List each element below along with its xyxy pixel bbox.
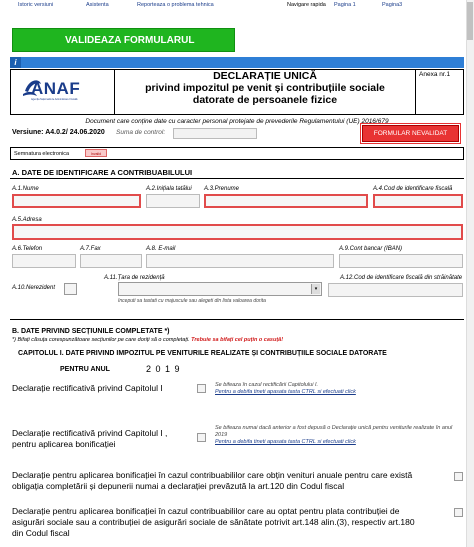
anexa-label: Anexa nr.1	[415, 69, 464, 115]
tara-hint: Inceputi sa tastati cu majuscule sau alegeti din lista valoarea dorita	[118, 298, 266, 304]
label-initiala: A.2.Inițiala tatălui	[146, 186, 192, 192]
title-line-1: DECLARAȚIE UNICĂ	[213, 70, 317, 82]
scrollbar-thumb[interactable]	[467, 2, 473, 40]
anaf-logo-text: ANAF	[31, 79, 81, 98]
nume-input[interactable]	[12, 194, 141, 208]
signature-label: Semnatura electronica	[14, 151, 70, 157]
label-cod-strainatate: A.12.Cod de identificare fiscală din străinătate	[340, 275, 463, 281]
rect-cap1-label: Declarație rectificativă privind Capitolul I	[12, 383, 163, 393]
suma-control-label: Suma de control:	[116, 129, 166, 136]
tara-rezidenta-select[interactable]	[118, 282, 322, 296]
rect-bonif-hint: Se bifeaza numai dacă anterior a fost depusă o Declarație unică pentru veniturile realizate în anul 2019 Pentru a debifa tineti apasata tasta CTRL si efectuati click	[215, 425, 453, 445]
email-input[interactable]	[146, 254, 334, 268]
rect-cap1-checkbox[interactable]	[197, 384, 206, 393]
navigare-rapida-label: Navigare rapida	[287, 2, 326, 8]
cif-input[interactable]	[373, 194, 463, 208]
anaf-logo	[11, 70, 115, 114]
label-nume: A.1.Nume	[12, 186, 39, 192]
adresa-input[interactable]	[12, 224, 463, 240]
gdpr-note: Document care conține date cu caracter personal protejate de prevederile Regulamentului (UE) 2016/679	[85, 118, 389, 125]
cont-input[interactable]	[339, 254, 463, 268]
versiune-label: Versiune: A4.0.2/ 24.06.2020	[12, 129, 105, 136]
section-b-note: *) Bifați căsuța corespunzătoare secțiunilor pe care doriți să o completați. Trebuie sa bifați cel puțin o casuță!	[12, 337, 284, 343]
link-pagina-1[interactable]: Pagina 1	[334, 2, 356, 8]
info-bar	[10, 57, 464, 68]
label-adresa: A.5.Adresa	[12, 217, 42, 223]
form-title	[115, 70, 415, 106]
label-fax: A.7.Fax	[80, 246, 101, 252]
telefon-input[interactable]	[12, 254, 76, 268]
anaf-logo-subtitle: Agenția Națională de Administrare Fiscală	[31, 98, 78, 101]
cod-strainatate-input[interactable]	[328, 283, 463, 297]
label-email: A.8. E-mail	[146, 246, 176, 252]
label-tara: A.11.Țara de rezidență	[104, 275, 165, 281]
divider	[10, 178, 464, 179]
bonif-art148-checkbox[interactable]	[454, 508, 463, 517]
section-b-required-note: Trebuie sa bifați cel puțin o casuță!	[191, 337, 284, 343]
label-prenume: A.3.Prenume	[204, 186, 240, 192]
prenume-input[interactable]	[204, 194, 368, 208]
rect-bonif-label: Declarație rectificativă privind Capitolul I , pentru aplicarea bonificației	[12, 428, 168, 449]
validate-form-button[interactable]: VALIDEAZA FORMULARUL	[12, 28, 235, 52]
signature-row	[10, 147, 464, 160]
label-telefon: A.6.Telefon	[12, 246, 43, 252]
section-b-title: B. DATE PRIVIND SECȚIUNILE COMPLETATE *)	[12, 328, 170, 335]
rect-cap1-hint: Se bifeaza în cazul rectificării Capitolului I. Pentru a debifa tineti apasata tasta CTRL si efectuati click	[215, 382, 356, 395]
chevron-down-icon[interactable]: ▾	[311, 284, 320, 294]
title-line-2: privind impozitul pe venit și contribuțiile sociale	[145, 82, 385, 94]
link-istoric-versiuni[interactable]: Istoric versiuni	[18, 2, 54, 8]
signature-status-badge[interactable]: Invalid	[85, 149, 107, 157]
year-value: 2 0 1 9	[146, 364, 181, 374]
link-pagina-3[interactable]: Pagina3	[382, 2, 403, 8]
nerezident-checkbox[interactable]	[64, 283, 77, 295]
title-line-3: datorate de persoanele fizice	[192, 94, 338, 106]
formular-nevalidat-button[interactable]: FORMULAR NEVALIDAT	[362, 125, 459, 142]
bonif-art148-label: Declarație pentru aplicarea bonificației în cazul contribuabililor care au optat pentru plata contribuției de asigurări sociale sau a contribuției de asigurări sociale de sănătate potrivit art.148 alin.(3), respectiv art.180 din Codul fiscal	[12, 506, 415, 538]
link-raporteaza-problema[interactable]: Reporteaza o problema tehnica	[137, 2, 214, 8]
label-nerezident: A.10.Nerezident	[12, 285, 56, 291]
suma-control-field	[173, 128, 257, 139]
fax-input[interactable]	[80, 254, 142, 268]
label-cif: A.4.Cod de identificare fiscală	[373, 186, 453, 192]
bonif-art120-label: Declarație pentru aplicarea bonificației în cazul contribuabililor care obțin venituri anuale pentru care există obligația completării și depunerii numai a declarației prevăzută la art.120 din Codul fiscal	[12, 470, 413, 491]
pentru-anul-label: PENTRU ANUL	[60, 366, 110, 373]
link-asistenta[interactable]: Asistenta	[86, 2, 109, 8]
section-a-title: A. DATE DE IDENTIFICARE A CONTRIBUABILULUI	[12, 168, 193, 177]
bonif-art120-checkbox[interactable]	[454, 472, 463, 481]
rect-bonif-checkbox[interactable]	[197, 433, 206, 442]
capitol-1-title: CAPITOLUL I. DATE PRIVIND IMPOZITUL PE VENITURILE REALIZATE ȘI CONTRIBUȚIILE SOCIALE DATORATE	[18, 350, 387, 357]
divider	[10, 319, 464, 320]
info-icon[interactable]: i	[10, 57, 21, 68]
label-cont: A.9.Cont bancar (IBAN)	[339, 246, 403, 252]
scrollbar-track[interactable]	[466, 0, 474, 547]
initiala-input[interactable]	[146, 194, 200, 208]
